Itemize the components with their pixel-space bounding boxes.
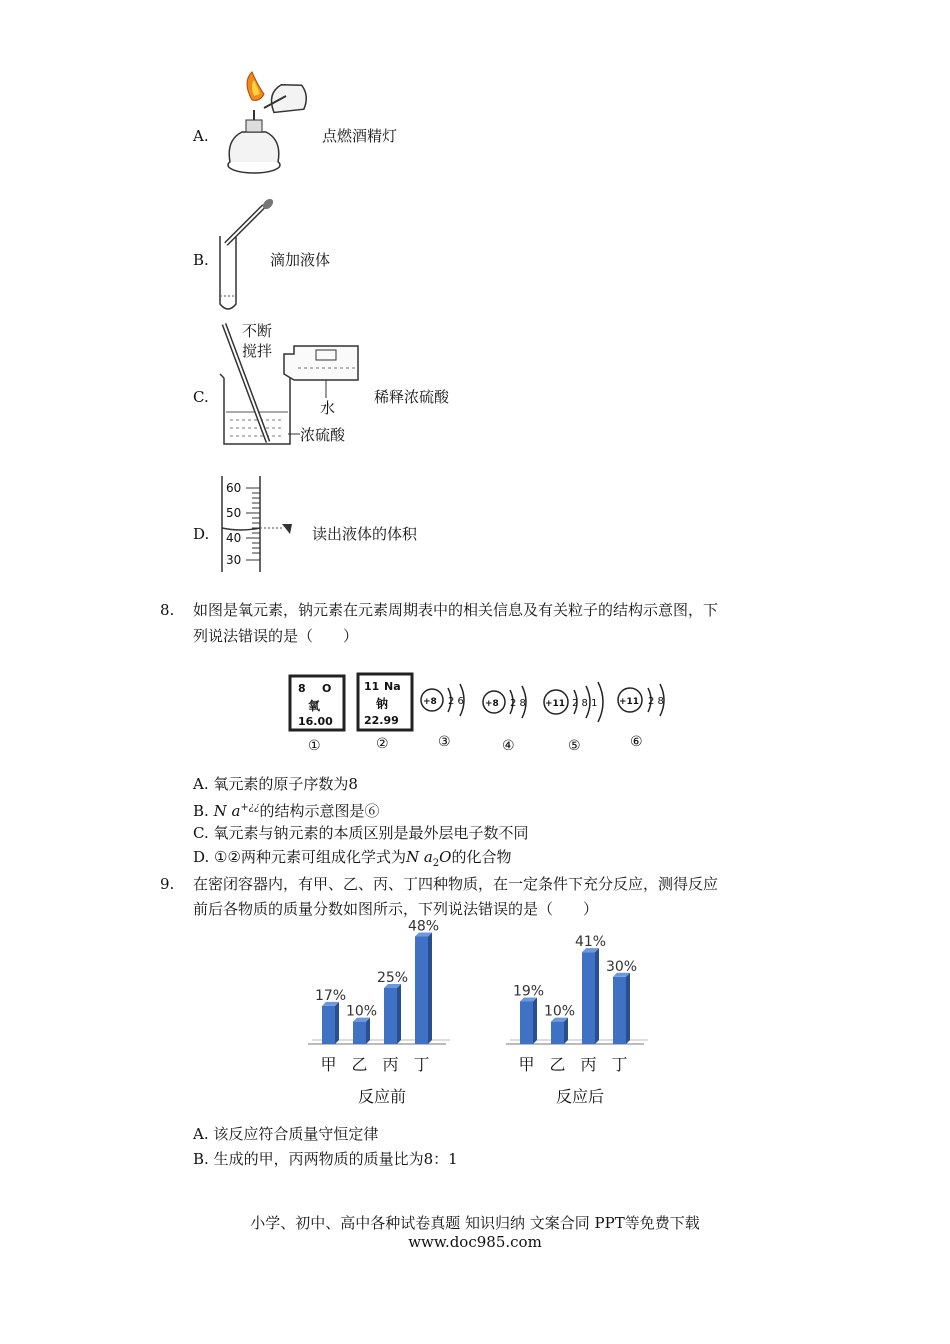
caption-3: ③ xyxy=(438,734,451,750)
q8-option-b-formula: N a xyxy=(213,802,241,820)
q8-option-d xyxy=(193,847,512,874)
bar-front xyxy=(415,936,428,1044)
q9-option-b-text: 生成的甲，丙两物质的质量比为8：1 xyxy=(213,1150,458,1168)
nucleus-3: +8 xyxy=(423,697,437,707)
chart-title: 反应后 xyxy=(555,1087,605,1106)
scale-60: 60 xyxy=(226,481,242,495)
option-d-text: 读出液体的体积 xyxy=(312,525,418,543)
option-a-letter: A. xyxy=(193,127,209,145)
q9-stem-line2: 前后各物质的质量分数如图所示，下列说法错误的是（ ） xyxy=(193,900,599,918)
category-label: 丙 xyxy=(382,1055,399,1074)
caption-6: ⑥ xyxy=(630,734,643,750)
q8-option-b-text: 的结构示意图是⑥ xyxy=(259,802,380,820)
graduated-cylinder-figure xyxy=(216,472,306,576)
cell1-num: 8 xyxy=(298,682,306,695)
bar-side xyxy=(366,1018,370,1044)
scale-50: 50 xyxy=(226,506,242,520)
chart-title: 反应前 xyxy=(357,1087,407,1106)
shells-3: 2 6 xyxy=(448,696,464,707)
q8-option-a xyxy=(193,774,358,794)
q8-option-d-formula-end: O xyxy=(439,848,452,866)
bar-front xyxy=(582,952,595,1044)
caption-5: ⑤ xyxy=(568,738,581,754)
bar-value-label: 25% xyxy=(376,970,409,986)
footer-url[interactable]: www.doc985.com xyxy=(408,1233,542,1251)
bar-value-label: 30% xyxy=(605,958,638,975)
eye-icon xyxy=(282,524,292,534)
bar-side xyxy=(428,932,432,1044)
cell1-mass: 16.00 xyxy=(298,715,333,728)
q9-option-b-letter: B. xyxy=(193,1150,209,1168)
q9-option-a-letter: A. xyxy=(193,1125,209,1143)
cell1-name: 氧 xyxy=(308,699,321,713)
q8-stem-line2: 列说法错误的是（ ） xyxy=(193,627,359,645)
bar-front xyxy=(353,1022,366,1044)
cell2-sym: Na xyxy=(384,680,401,693)
bar-side xyxy=(397,984,401,1044)
label-conc-acid: 浓硫酸 xyxy=(300,426,346,444)
nucleus-6: +11 xyxy=(619,697,640,707)
bar-value-label: 48% xyxy=(407,920,440,935)
q8-option-c-letter: C. xyxy=(193,824,209,842)
q8-option-c-text: 氧元素与钠元素的本质区别是最外层电子数不同 xyxy=(213,824,529,842)
option-d-letter: D. xyxy=(193,525,210,543)
option-a-text: 点燃酒精灯 xyxy=(322,127,398,145)
bar-front xyxy=(520,1001,533,1044)
scale-30: 30 xyxy=(226,553,242,567)
q9-bar-charts xyxy=(300,920,660,1115)
bar-value-label: 10% xyxy=(543,1003,576,1020)
q8-figure xyxy=(284,666,674,758)
q8-option-d-formula: N a xyxy=(405,848,433,866)
footer-line1: 小学、初中、高中各种试卷真题 知识归纳 文案合同 PPT等免费下载 xyxy=(250,1214,700,1232)
caption-2: ② xyxy=(376,736,389,752)
label-water: 水 xyxy=(320,399,336,417)
cell2-num: 11 xyxy=(364,680,380,693)
caption-4: ④ xyxy=(502,738,515,754)
nucleus-5: +11 xyxy=(545,699,566,709)
bar-value-label: 41% xyxy=(574,934,607,951)
scale-40: 40 xyxy=(226,531,242,545)
q8-option-d-letter: D. xyxy=(193,848,210,866)
category-label: 甲 xyxy=(518,1055,535,1074)
q9-option-a xyxy=(193,1124,378,1144)
category-label: 甲 xyxy=(320,1055,337,1074)
bar-front xyxy=(613,977,626,1044)
alcohol-lamp-figure xyxy=(212,70,312,180)
q9-option-a-text: 该反应符合质量守恒定律 xyxy=(213,1125,379,1143)
cell1-sym: O xyxy=(322,682,332,695)
category-label: 乙 xyxy=(351,1055,368,1074)
q8-number: 8. xyxy=(160,601,175,619)
q8-option-d-pre: ①②两种元素可组成化学式为 xyxy=(214,848,406,866)
option-b-text: 滴加液体 xyxy=(270,251,331,269)
q8-option-a-letter: A. xyxy=(193,775,209,793)
caption-1: ① xyxy=(308,738,321,754)
cell2-name: 钠 xyxy=(376,697,389,711)
bar-side xyxy=(626,973,630,1044)
q9-stem-line1: 在密闭容器内，有甲、乙、丙、丁四种物质，在一定条件下充分反应，测得反应 xyxy=(193,875,719,893)
category-label: 丁 xyxy=(611,1055,628,1074)
label-bu-duan: 不断 xyxy=(242,322,273,340)
cell2-mass: 22.99 xyxy=(364,714,399,727)
bar-front xyxy=(551,1022,564,1044)
q8-stem-line1: 如图是氧元素，钠元素在元素周期表中的相关信息及有关粒子的结构示意图，下 xyxy=(193,601,719,619)
bar-side xyxy=(533,997,537,1044)
shells-4: 2 8 xyxy=(510,698,526,709)
q8-option-a-text: 氧元素的原子序数为8 xyxy=(213,775,358,793)
option-c-letter: C. xyxy=(193,388,209,406)
bar-value-label: 17% xyxy=(314,987,347,1004)
q8-option-d-sub: 2 xyxy=(432,858,440,869)
nucleus-4: +8 xyxy=(485,699,499,709)
q9-number: 9. xyxy=(160,875,175,893)
dilute-acid-figure xyxy=(212,318,372,448)
q8-option-c xyxy=(193,823,529,843)
bar-side xyxy=(595,948,599,1044)
shells-5: 2 8 1 xyxy=(572,698,598,709)
bar-front xyxy=(322,1006,335,1044)
option-c-text: 稀释浓硫酸 xyxy=(374,388,450,406)
q9-option-b xyxy=(193,1149,458,1169)
q8-option-d-text: 的化合物 xyxy=(451,848,512,866)
option-b-letter: B. xyxy=(193,251,209,269)
shells-6: 2 8 xyxy=(648,696,664,707)
bar-side xyxy=(335,1002,339,1044)
bar-side xyxy=(564,1018,568,1044)
bar-value-label: 19% xyxy=(512,983,545,1000)
q8-option-b xyxy=(193,798,380,821)
category-label: 丙 xyxy=(580,1055,597,1074)
bar-front xyxy=(384,988,397,1044)
category-label: 丁 xyxy=(413,1055,430,1074)
bar-value-label: 10% xyxy=(345,1003,378,1020)
q8-option-b-sup: +¿¿ xyxy=(240,802,260,813)
q8-option-b-letter: B. xyxy=(193,802,209,820)
label-jiao-ban: 搅拌 xyxy=(242,342,273,360)
category-label: 乙 xyxy=(549,1055,566,1074)
